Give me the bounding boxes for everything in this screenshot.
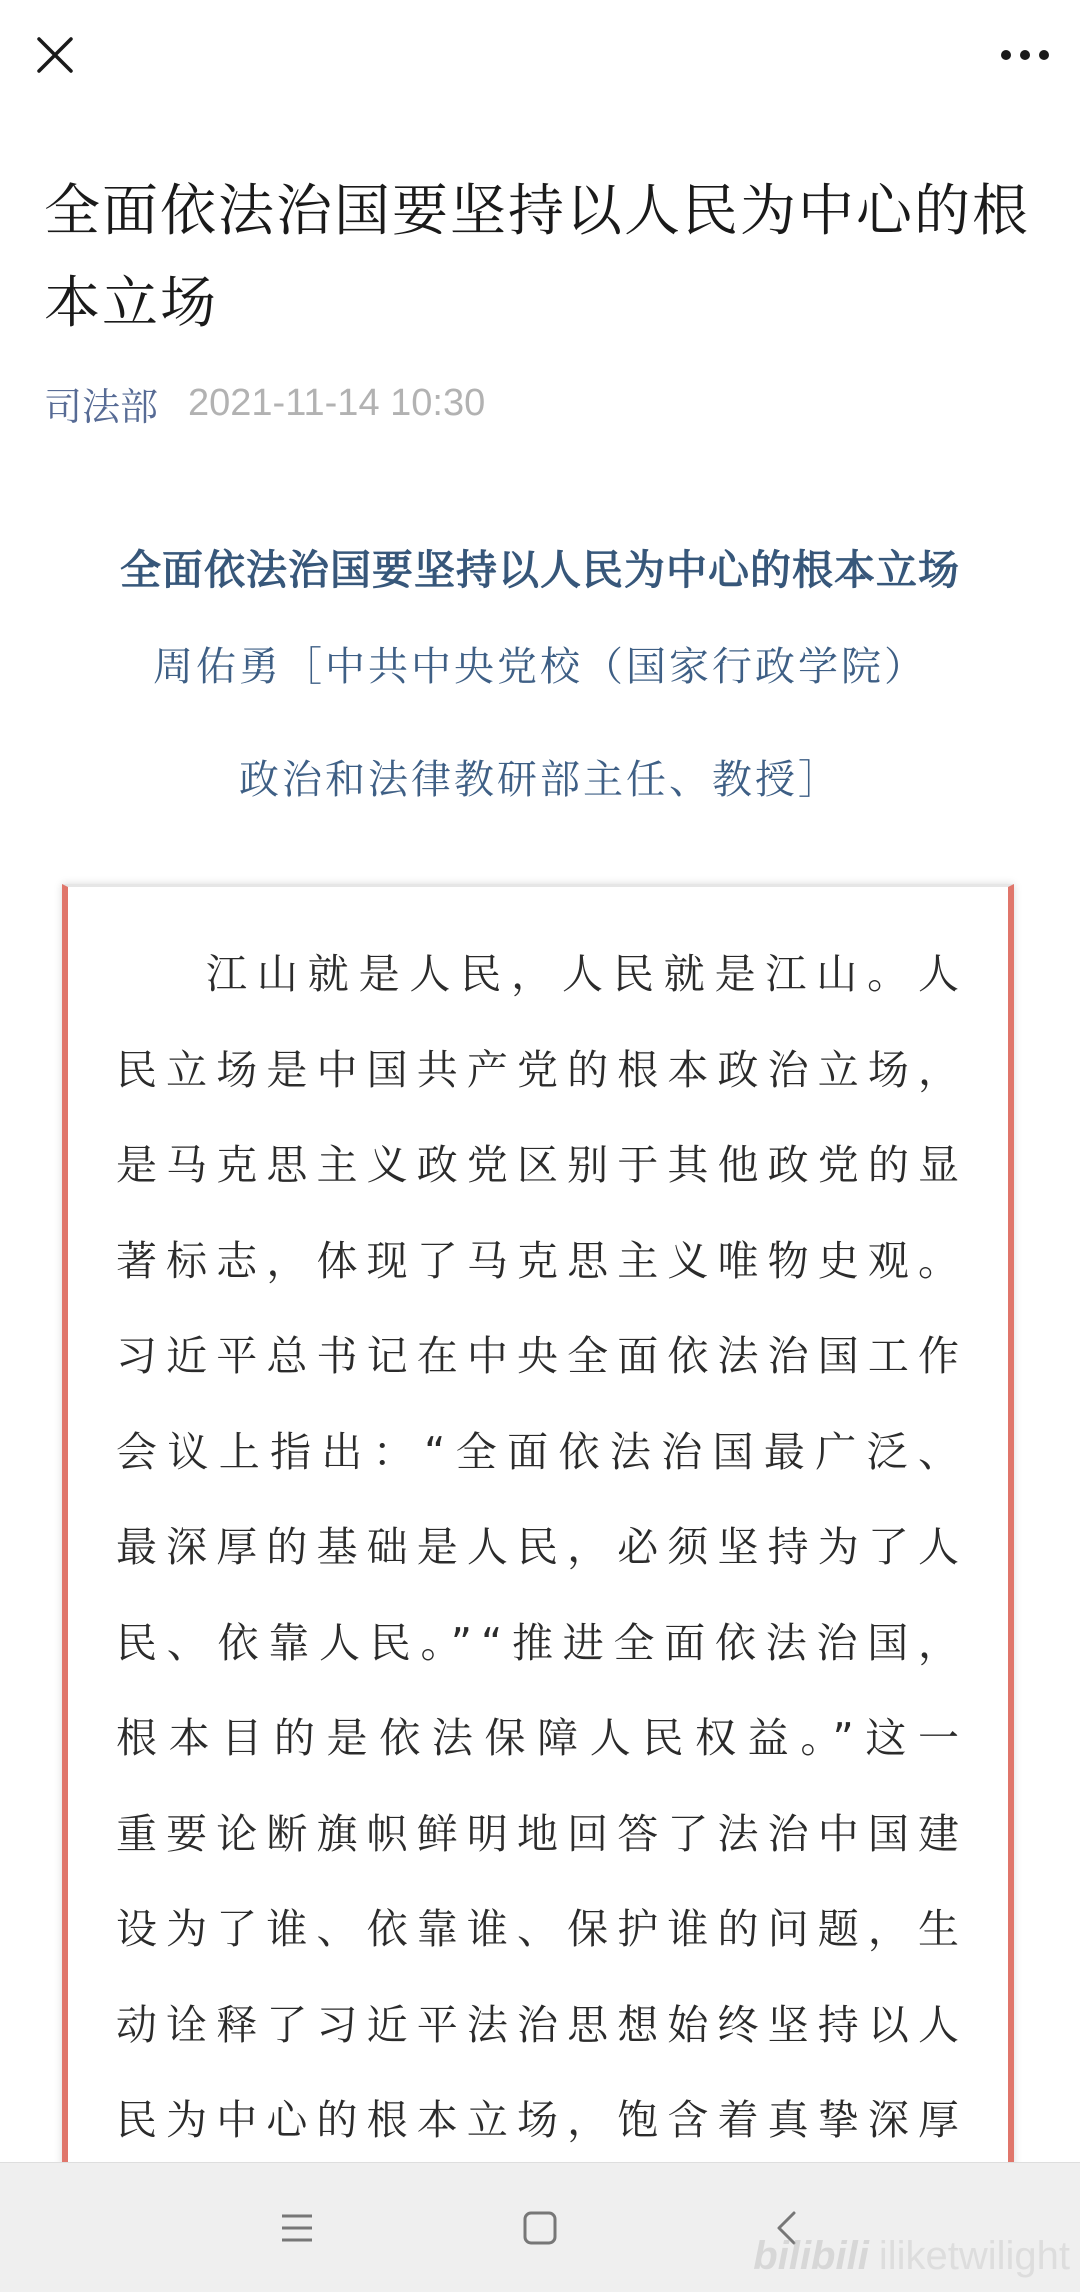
source-link[interactable]: 司法部 bbox=[44, 384, 159, 429]
more-dots-icon bbox=[999, 48, 1051, 62]
top-bar bbox=[0, 0, 1080, 110]
more-options-button[interactable] bbox=[994, 24, 1056, 86]
nav-home-button[interactable] bbox=[505, 2193, 575, 2263]
menu-icon bbox=[279, 2212, 315, 2244]
watermark-username: iliketwilight bbox=[878, 2234, 1070, 2278]
watermark bbox=[753, 2234, 1070, 2279]
home-square-icon bbox=[522, 2210, 558, 2246]
author-line-2: 政治和法律教研部主任、教授］ bbox=[239, 757, 841, 803]
close-button[interactable] bbox=[24, 24, 86, 86]
nav-menu-button[interactable] bbox=[262, 2193, 332, 2263]
author-line-1: 周佑勇［中共中央党校（国家行政学院） bbox=[153, 644, 927, 690]
publish-time: 2021-11-14 10:30 bbox=[188, 381, 486, 424]
highlight-box bbox=[62, 884, 1014, 2292]
bilibili-logo: bilibili bbox=[753, 2234, 869, 2278]
article-title: 全面依法治国要坚持以人民为中心的根本立场 bbox=[44, 179, 1030, 336]
system-navigation-bar bbox=[0, 2162, 1080, 2292]
content-header bbox=[0, 530, 1080, 836]
content-heading: 全面依法治国要坚持以人民为中心的根本立场 bbox=[120, 546, 960, 594]
close-icon bbox=[35, 35, 75, 75]
article-meta bbox=[44, 376, 485, 430]
body-paragraph: 江山就是人民，人民就是江山。人民立场是中国共产党的根本政治立场，是马克思主义政党区别于其他政党的显著标志，体现了马克思主义唯物史观。习近平总书记在中央全面依法治国工作会议上指出：“全面依法治国最广泛、最深厚的基础是人民，必须坚持为了人民、依靠人民。”“推进全面依法治国，根本目的是依法保障人民权益。”这一重要论断旗帜鲜明地回答了法治中国建设为了谁、依靠谁、保护谁的问题，生动诠释了习近平法治思想始终坚持以人民为中心的根本立场，饱含着真挚深厚 bbox=[116, 950, 968, 2144]
